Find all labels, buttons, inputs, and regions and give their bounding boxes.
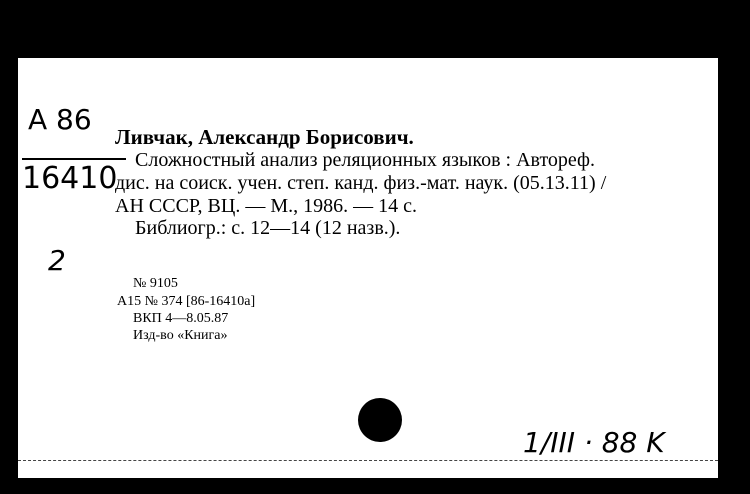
bibliography-note: Библиогр.: с. 12—14 (12 назв.). xyxy=(135,217,401,239)
publisher: Изд-во «Книга» xyxy=(133,328,228,343)
call-number-top: A 86 xyxy=(28,103,92,136)
punch-hole xyxy=(358,398,402,442)
bottom-rule xyxy=(18,460,718,461)
vkp-code: ВКП 4—8.05.87 xyxy=(133,311,229,326)
call-number-divider xyxy=(22,158,126,160)
handwritten-date: 1/III · 88 K xyxy=(523,426,665,459)
title-line: Сложностный анализ реляционных языков : Автореф. xyxy=(135,149,596,171)
call-number-bottom: 16410 xyxy=(22,161,118,196)
publication-line: АН СССР, ВЦ. — М., 1986. — 14 с. xyxy=(115,195,417,217)
record-number: № 9105 xyxy=(133,276,178,291)
handwritten-mark: 2 xyxy=(48,244,66,277)
registry-number: А15 № 374 [86-16410а] xyxy=(117,294,256,309)
author-heading: Ливчак, Александр Борисович. xyxy=(115,125,414,149)
description-line: дис. на соиск. учен. степ. канд. физ.-мат. наук. (05.13.11) / xyxy=(115,172,607,194)
catalog-card xyxy=(18,58,718,478)
